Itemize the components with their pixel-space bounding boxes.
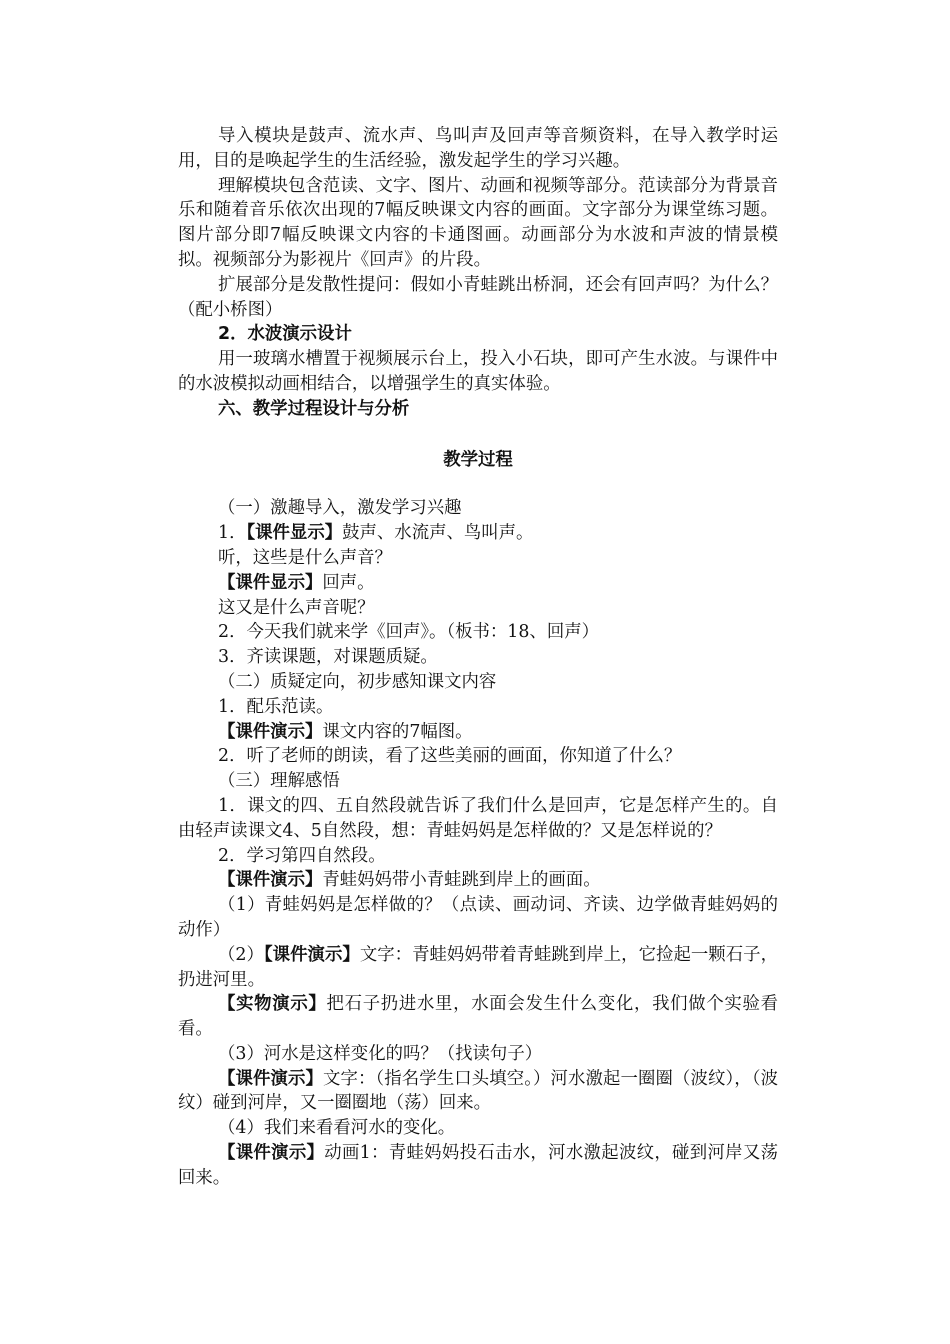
step-text: 青蛙妈妈带小青蛙跳到岸上的画面。 bbox=[322, 870, 601, 891]
step-line: 1．课文的四、五自然段就告诉了我们什么是回声，它是怎样产生的。自由轻声读课文4、5自然段，想：青蛙妈妈是怎样做的？又是怎样说的？ bbox=[178, 795, 778, 841]
step-line bbox=[178, 720, 778, 745]
page-title: 教学过程 bbox=[443, 449, 513, 470]
step-line: 2．学习第四自然段。 bbox=[218, 845, 386, 866]
step-line bbox=[178, 571, 778, 596]
courseware-tag: 【课件显示】 bbox=[246, 523, 343, 544]
courseware-tag: 【课件演示】 bbox=[218, 870, 323, 891]
intro-paragraph-1: 导入模块是鼓声、流水声、鸟叫声及回声等音频资料，在导入教学时运用，目的是唤起学生的生活经验，激发起学生的学习兴趣。 bbox=[178, 126, 778, 171]
section-heading-6: 六、教学过程设计与分析 bbox=[218, 398, 410, 419]
step-line bbox=[178, 943, 778, 993]
courseware-tag: 【课件演示】 bbox=[218, 1143, 325, 1164]
intro-paragraph-3: 扩展部分是发散性提问：假如小青蛙跳出桥洞，还会有回声吗？为什么？（配小桥图） bbox=[178, 274, 778, 320]
step-line bbox=[178, 1067, 778, 1117]
step-line: （3）河水是这样变化的吗？（找读句子） bbox=[218, 1043, 543, 1064]
step-line: （4）我们来看看河水的变化。 bbox=[218, 1118, 456, 1139]
step-line bbox=[178, 992, 778, 1042]
step-line: 听，这些是什么声音？ bbox=[218, 547, 392, 568]
subsection-2: （二）质疑定向，初步感知课文内容 bbox=[218, 671, 497, 692]
step-line: （1）青蛙妈妈是怎样做的？（点读、画动词、齐读、边学做青蛙妈妈的动作） bbox=[178, 895, 778, 940]
step-text: 文字：青蛙妈妈带着青蛙跳到岸上，它捡起一颗石子，扔进河里。 bbox=[178, 944, 778, 990]
courseware-tag: 【课件演示】 bbox=[263, 944, 360, 965]
section-heading-2: 2．水波演示设计 bbox=[218, 324, 352, 345]
step-text: 课文内容的7幅图。 bbox=[322, 721, 473, 742]
step-line bbox=[178, 521, 778, 546]
subsection-3: （三）理解感悟 bbox=[218, 771, 340, 792]
step-line: 这又是什么声音呢？ bbox=[218, 597, 375, 618]
step-text: 回声。 bbox=[322, 572, 375, 593]
step-number: （2） bbox=[218, 944, 264, 965]
subsection-1: （一）激趣导入，激发学习兴趣 bbox=[218, 498, 462, 519]
step-line bbox=[178, 1141, 778, 1191]
intro-paragraph-4: 用一玻璃水槽置于视频展示台上，投入小石块，即可产生水波。与课件中的水波模拟动画相结合，以增强学生的真实体验。 bbox=[178, 349, 778, 394]
step-text: 把石子扔进水里，水面会发生什么变化，我们做个实验看看。 bbox=[178, 994, 778, 1040]
step-text: 动画1：青蛙妈妈投石击水，河水激起波纹，碰到河岸又荡回来。 bbox=[178, 1143, 778, 1188]
step-number: 1． bbox=[218, 523, 247, 544]
step-line: 2．今天我们就来学《回声》。（板书：18、回声） bbox=[218, 622, 599, 643]
courseware-tag: 【课件演示】 bbox=[218, 721, 323, 742]
intro-paragraph-2: 理解模块包含范读、文字、图片、动画和视频等部分。范读部分为背景音乐和随着音乐依次出现的7幅反映课文内容的画面。文字部分为课堂练习题。图片部分即7幅反映课文内容的卡通图画。动画部分为水波和声波的情景模拟。视频部分为影视片《回声》的片段。 bbox=[178, 175, 778, 270]
document-page bbox=[178, 124, 778, 1191]
step-line: 3．齐读课题，对课题质疑。 bbox=[218, 647, 438, 668]
object-demo-tag: 【实物演示】 bbox=[218, 994, 327, 1015]
courseware-tag: 【课件演示】 bbox=[218, 1068, 323, 1089]
step-text: 鼓声、水流声、鸟叫声。 bbox=[342, 523, 534, 544]
step-line: 1．配乐范读。 bbox=[218, 696, 334, 717]
step-text: 文字：（指名学生口头填空。）河水激起一圈圈（波纹），（波纹）碰到河岸，又一圈圈地（荡）回来。 bbox=[178, 1068, 778, 1114]
step-line bbox=[178, 868, 778, 893]
courseware-tag: 【课件显示】 bbox=[218, 572, 323, 593]
step-line: 2．听了老师的朗读，看了这些美丽的画面，你知道了什么？ bbox=[218, 746, 682, 767]
